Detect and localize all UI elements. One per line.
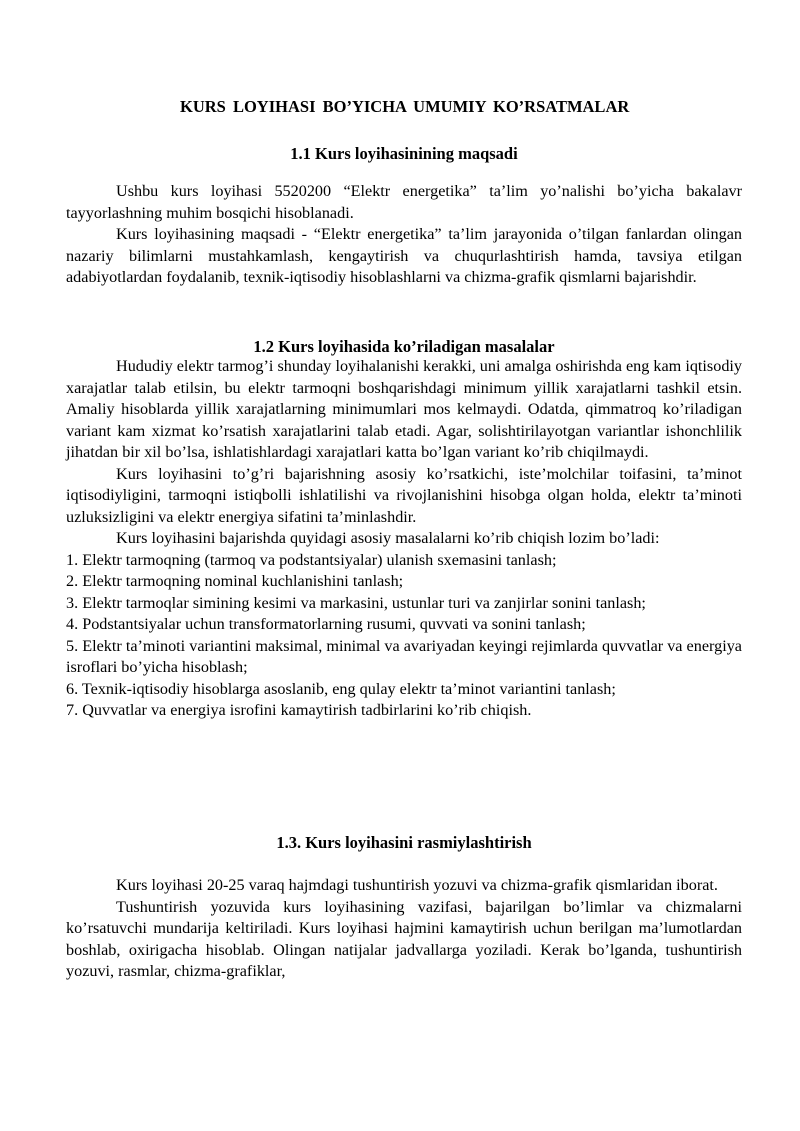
document-title: KURS LOYIHASI BO’YICHA UMUMIY KO’RSATMALAR xyxy=(180,97,630,116)
list-item: 6. Texnik-iqtisodiy hisoblarga asoslanib, eng qulay elektr ta’minot variantini tanlash; xyxy=(66,679,616,698)
section-heading-1-3: 1.3. Kurs loyihasini rasmiylashtirish xyxy=(276,833,532,852)
paragraph: Kurs loyihasini to’g’ri bajarishning asosiy ko’rsatkichi, iste’molchilar toifasini, ta’minot iqtisodiyligini, tarmoqni istiqbolli ishlatilishi va rivojlanishini hisobga olgan holda, elektr ta’minoti uzluksizligini va elektr energiya sifatini ta’minlashdir. xyxy=(66,464,742,526)
paragraph: Ushbu kurs loyihasi 5520200 “Elektr energetika” ta’lim yo’nalishi bo’yicha bakalavr tayyorlashning muhim bosqichi hisoblanadi. xyxy=(66,182,742,222)
paragraph: Kurs loyihasi 20-25 varaq hajmdagi tushuntirish yozuvi va chizma-grafik qismlaridan iborat. xyxy=(116,876,718,894)
paragraph: Kurs loyihasini bajarishda quyidagi asosiy masalalarni ko’rib chiqish lozim bo’ladi: xyxy=(116,529,660,547)
list-item: 4. Podstantsiyalar uchun transformatorlarning rusumi, quvvati va sonini tanlash; xyxy=(66,615,586,633)
section-1-1-body xyxy=(66,181,742,289)
list-item: 2. Elektr tarmoqning nominal kuchlanishini tanlash; xyxy=(66,572,404,590)
paragraph: Hududiy elektr tarmog’i shunday loyihalanishi kerakki, uni amalga oshirishda eng kam iqtisodiy xarajatlar talab etilsin, bu elektr tarmoqni boshqarishdagi minimum yillik xarajatlarni tashkil etsin. Amaliy hisoblarda yillik xarajatlarning minimumlari mos kelmaydi. Odatda, qimmatroq ko’riladigan variant kam xizmat ko’rsatish xarajatlarini talab etadi. Agar, solishtirilayotgan variantlar ishonchlilik jihatdan bir xil bo’lsa, ishlatishlardagi xarajatlari katta bo’lgan variant ko’rib chiqilmaydi. xyxy=(66,357,742,461)
section-1-2-body xyxy=(66,356,742,722)
list-item: 7. Quvvatlar va energiya isrofini kamaytirish tadbirlarini ko’rib chiqish. xyxy=(66,701,532,719)
section-heading-1-2: 1.2 Kurs loyihasida ko’riladigan masalalar xyxy=(253,337,555,356)
list-item: 1. Elektr tarmoqning (tarmoq va podstantsiyalar) ulanish sxemasini tanlash; xyxy=(66,550,557,569)
paragraph: Kurs loyihasining maqsadi - “Elektr energetika” ta’lim jarayonida o’tilgan fanlardan olingan nazariy bilimlarni mustahkamlash, kengaytirish va chuqurlashtirish hamda, tavsiya etilgan adabiyotlardan foydalanib, texnik-iqtisodiy hisoblashlarni va chizma-grafik qismlarni bajarishdir. xyxy=(66,225,742,286)
list-item: 5. Elektr ta’minoti variantini maksimal, minimal va avariyadan keyingi rejimlarda quvvatlar va energiya isroflari bo’yicha hisoblash; xyxy=(66,636,742,676)
list-item: 3. Elektr tarmoqlar simining kesimi va markasini, ustunlar turi va zanjirlar sonini tanlash; xyxy=(66,593,646,612)
section-heading-1-1: 1.1 Kurs loyihasinining maqsadi xyxy=(290,144,518,163)
section-1-3-body xyxy=(66,875,742,983)
paragraph: Tushuntirish yozuvida kurs loyihasining vazifasi, bajarilgan bo’limlar va chizmalarni ko’rsatuvchi mundarija keltiriladi. Kurs loyihasi hajmini kamaytirish uchun berilgan ma’lumotlardan boshlab, oxirigacha hisoblab. Olingan natijalar jadvallarga yoziladi. Kerak bo’lganda, tushuntirish yozuvi, rasmlar, chizma-grafiklar, xyxy=(66,897,742,980)
